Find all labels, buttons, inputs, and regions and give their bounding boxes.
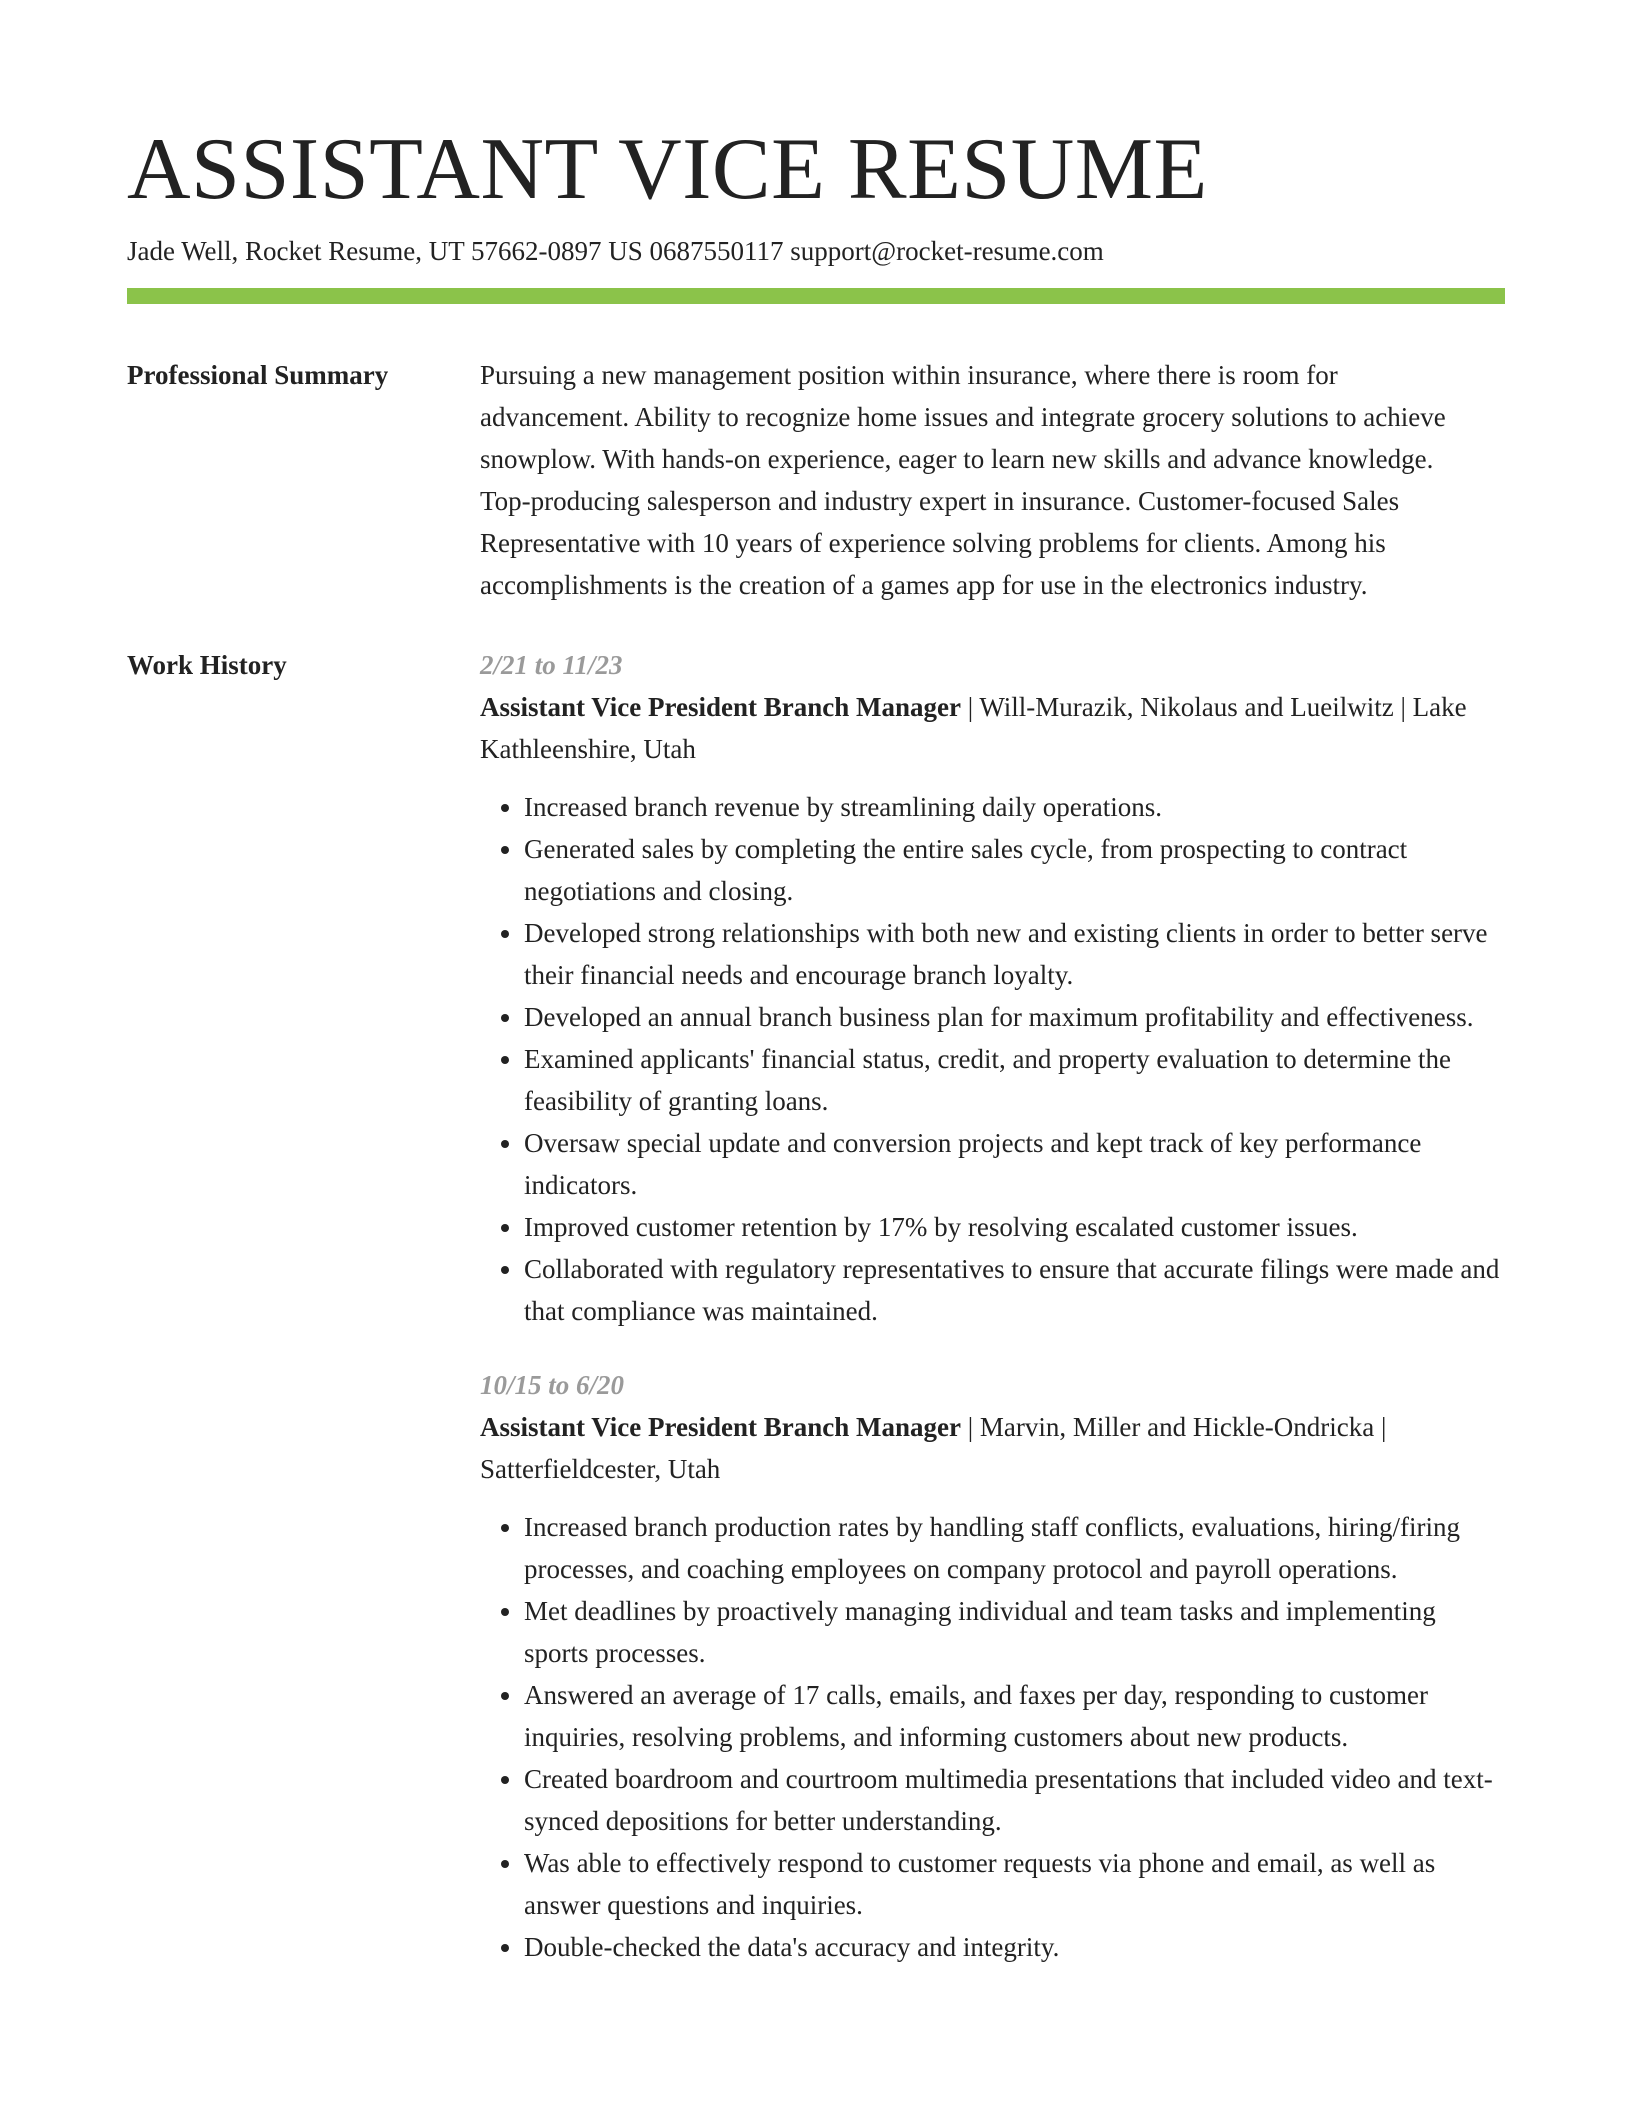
job-heading xyxy=(480,686,1505,770)
job-bullet: • Collaborated with regulatory representatives to ensure that accurate filings were made and that compliance was maintained. xyxy=(524,1248,1505,1332)
job-bullet: • Oversaw special update and conversion projects and kept track of key performance indicators. xyxy=(524,1122,1505,1206)
job-employer-location: | Will-Murazik, Nikolaus and Lueilwitz | Lake Kathleenshire, Utah xyxy=(480,692,1467,764)
summary-text: Pursuing a new management position within insurance, where there is room for advancement. Ability to recognize home issues and integrate grocery solutions to achieve snowplow. With hands-on experience, eager to learn new skills and advance knowledge. Top-producing salesperson and industry expert in insurance. Customer-focused Sales Representative with 10 years of experience solving problems for clients. Among his accomplishments is the creation of a games app for use in the electronics industry. xyxy=(480,360,1446,600)
job-bullet: • Increased branch production rates by handling staff conflicts, evaluations, hiring/firing processes, and coaching employees on company protocol and payroll operations. xyxy=(524,1506,1505,1590)
section-body xyxy=(480,354,1505,606)
resume-page xyxy=(127,118,1505,1968)
job-bullet: • Created boardroom and courtroom multimedia presentations that included video and text-synced depositions for better understanding. xyxy=(524,1758,1505,1842)
contact-line: Jade Well, Rocket Resume, UT 57662-0897 US 0687550117 support@rocket-resume.com xyxy=(127,236,1104,266)
job-bullet: • Double-checked the data's accuracy and integrity. xyxy=(524,1926,1505,1968)
section-heading: Work History xyxy=(127,650,287,680)
job-bullet: • Developed an annual branch business plan for maximum profitability and effectiveness. xyxy=(524,996,1505,1038)
resume-title: ASSISTANT VICE RESUME xyxy=(127,121,1208,218)
job-bullet: • Examined applicants' financial status, credit, and property evaluation to determine the feasibility of granting loans. xyxy=(524,1038,1505,1122)
job-bullet-list xyxy=(480,786,1505,1332)
job-title: Assistant Vice President Branch Manager xyxy=(480,1412,961,1442)
job-dates: 10/15 to 6/20 xyxy=(480,1370,625,1400)
job-bullet: • Generated sales by completing the entire sales cycle, from prospecting to contract negotiations and closing. xyxy=(524,828,1505,912)
header-divider xyxy=(127,288,1505,304)
job-heading xyxy=(480,1406,1505,1490)
job-bullet: • Met deadlines by proactively managing individual and team tasks and implementing sports processes. xyxy=(524,1590,1505,1674)
job-bullet: • Increased branch revenue by streamlining daily operations. xyxy=(524,786,1505,828)
job-bullet: • Was able to effectively respond to customer requests via phone and email, as well as answer questions and inquiries. xyxy=(524,1842,1505,1926)
job-entry xyxy=(480,644,1505,1332)
job-title: Assistant Vice President Branch Manager xyxy=(480,692,961,722)
job-bullet: • Improved customer retention by 17% by resolving escalated customer issues. xyxy=(524,1206,1505,1248)
job-bullet: • Developed strong relationships with both new and existing clients in order to better serve their financial needs and encourage branch loyalty. xyxy=(524,912,1505,996)
section-body xyxy=(480,644,1505,1968)
job-employer-location: | Marvin, Miller and Hickle-Ondricka | Satterfieldcester, Utah xyxy=(480,1412,1387,1484)
work-history-section xyxy=(127,644,1505,1968)
professional-summary-section xyxy=(127,354,1505,606)
section-heading: Professional Summary xyxy=(127,360,389,390)
job-dates: 2/21 to 11/23 xyxy=(480,650,623,680)
job-bullet: • Answered an average of 17 calls, emails, and faxes per day, responding to customer inquiries, resolving problems, and informing customers about new products. xyxy=(524,1674,1505,1758)
job-entry xyxy=(480,1364,1505,1968)
job-bullet-list xyxy=(480,1506,1505,1968)
